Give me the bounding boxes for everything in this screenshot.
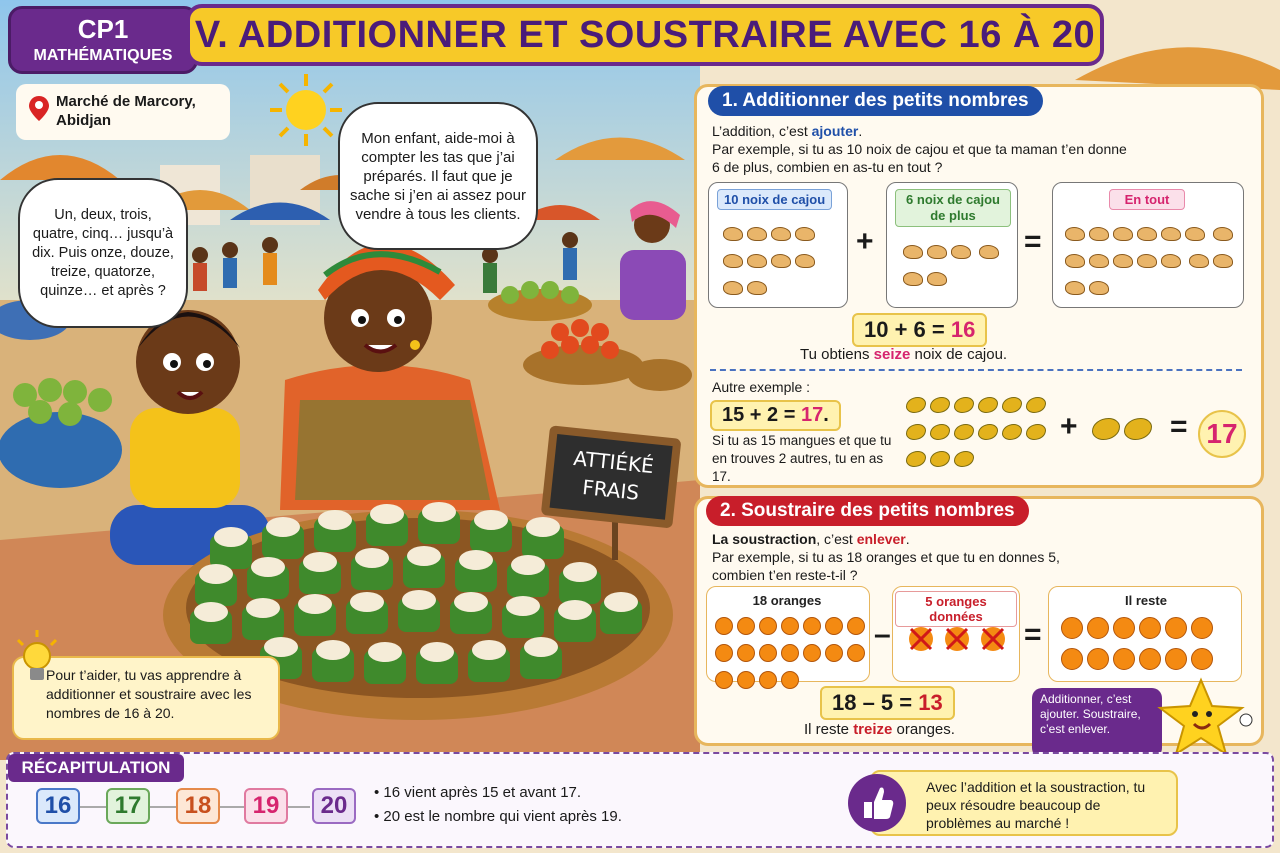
cashew-icon (1189, 254, 1209, 268)
number-chip-16: 16 (36, 788, 80, 824)
orange-group-13 (1059, 615, 1239, 677)
section-divider (710, 369, 1242, 371)
subtraction-section-title: 2. Soustraire des petits nombres (706, 496, 1029, 526)
recap-title: RÉCAPITULATION (8, 754, 184, 782)
mango-icon (930, 397, 950, 413)
oranges-box-18-label: 18 oranges (737, 591, 837, 610)
attieke-sign (553, 436, 672, 519)
cashew-icon (723, 227, 743, 241)
mango-icon (906, 424, 926, 440)
cashew-group-16 (1063, 223, 1239, 304)
oranges-given-label: 5 oranges données (895, 591, 1017, 627)
cashew-box-10-label: 10 noix de cajou (717, 189, 832, 210)
addition-example-text: Par exemple, si tu as 10 noix de cajou et que ta maman t’en donne 6 de plus, combien en as-tu en tout ? (712, 141, 1127, 175)
orange-icon (1139, 617, 1161, 639)
subtraction-intro-suffix: . (905, 531, 910, 547)
orange-icon (1061, 648, 1083, 670)
recap-fact-1: • 16 vient après 15 et avant 17. (374, 784, 582, 801)
orange-icon (1165, 648, 1187, 670)
cashew-icon (1089, 254, 1109, 268)
mango-icon (1002, 397, 1022, 413)
orange-icon (1191, 617, 1213, 639)
subtraction-intro (712, 530, 910, 548)
lightbulb-icon (14, 628, 60, 690)
addition-intro (712, 122, 1252, 140)
mango-icon (978, 424, 998, 440)
mango-icon (954, 424, 974, 440)
orange-icon (847, 644, 865, 662)
number-chip-18: 18 (176, 788, 220, 824)
mango-icon (954, 451, 974, 467)
orange-icon (1087, 617, 1109, 639)
cashew-icon (903, 245, 923, 259)
mango-icon (906, 397, 926, 413)
orange-icon (1087, 648, 1109, 670)
cashew-icon (795, 254, 815, 268)
cashew-icon (795, 227, 815, 241)
orange-icon (759, 617, 777, 635)
number-chip-20: 20 (312, 788, 356, 824)
cashew-box-total (1052, 182, 1244, 308)
subtraction-equation-left: 18 – 5 = (832, 690, 919, 715)
orange-icon (715, 644, 733, 662)
tip-text: Pour t’aider, tu vas apprendre à additionner et soustraire avec les nombres de 16 à 20. (46, 667, 252, 721)
recap-fact-2: • 20 est le nombre qui vient après 19. (374, 808, 622, 825)
cashew-icon (1065, 281, 1085, 295)
cashew-box-6-label: 6 noix de cajou de plus (895, 189, 1011, 227)
orange-icon (1139, 648, 1161, 670)
cashew-box-6 (886, 182, 1018, 308)
recap-note: Avec l’addition et la soustraction, tu peux résoudre beaucoup de problèmes au marché ! (870, 770, 1178, 836)
cashew-icon (747, 227, 767, 241)
grade-level: CP1 (77, 14, 129, 44)
addition-section-title: 1. Additionner des petits nombres (708, 86, 1043, 116)
plus-sign: + (856, 225, 874, 258)
cashew-icon (747, 281, 767, 295)
equals-sign: = (1024, 225, 1042, 258)
cashew-icon (771, 227, 791, 241)
location-pin-icon (28, 94, 50, 122)
location-card (16, 84, 230, 140)
page-title: V. ADDITIONNER ET SOUSTRAIRE AVEC 16 À 20 (186, 4, 1104, 66)
addition-equation-result: 16 (950, 317, 976, 342)
cashew-total-label: En tout (1109, 189, 1185, 210)
subtraction-keyword-2: enlever (856, 531, 906, 547)
orange-icon (1165, 617, 1187, 639)
mango-icon (1002, 424, 1022, 440)
mother-speech-bubble: Mon enfant, aide-moi à compter les tas que j’ai préparés. Il faut que je sache si j’en ai assez pour vendre à tous les clients. (338, 102, 538, 250)
addition-equation (852, 313, 987, 347)
addition-intro-suffix: . (858, 123, 863, 139)
cashew-icon (1213, 254, 1233, 268)
mango-icon (906, 451, 926, 467)
cashew-icon (1065, 254, 1085, 268)
child-speech-bubble: Un, deux, trois, quatre, cinq… jusqu’à dix. Puis onze, douze, treize, quatorze, quinze… et après ? (18, 178, 188, 328)
oranges-remaining-box (1048, 586, 1242, 682)
oranges-box-18 (706, 586, 870, 682)
orange-icon (1113, 617, 1135, 639)
mango-group-15 (904, 394, 1054, 475)
subtraction-result-prefix: Il reste (804, 721, 854, 738)
cashew-icon (1113, 254, 1133, 268)
oranges-given-box (892, 586, 1020, 682)
orange-icon (781, 644, 799, 662)
subtraction-result-keyword: treize (853, 721, 893, 738)
grade-badge (8, 6, 198, 74)
mango-icon (1092, 418, 1120, 440)
orange-icon (715, 617, 733, 635)
orange-icon (737, 644, 755, 662)
orange-icon (781, 671, 799, 689)
mango-icon (930, 424, 950, 440)
oranges-remaining-label: Il reste (1109, 591, 1183, 610)
mango-icon (1026, 424, 1046, 440)
mango-icon (954, 397, 974, 413)
mango-icon (1026, 397, 1046, 413)
cashew-icon (723, 281, 743, 295)
location-line-2: Abidjan (56, 112, 111, 129)
orange-icon (759, 671, 777, 689)
orange-icon (825, 617, 843, 635)
subtraction-result-suffix: oranges. (892, 721, 955, 738)
subtraction-equation (820, 686, 955, 720)
cashew-group-6 (901, 241, 1005, 295)
mango-icon (1124, 418, 1152, 440)
mango-icon (978, 397, 998, 413)
location-line-1: Marché de Marcory, (56, 93, 196, 110)
cashew-icon (747, 254, 767, 268)
orange-icon (1113, 648, 1135, 670)
addition-result-prefix: Tu obtiens (800, 346, 874, 363)
orange-icon (737, 617, 755, 635)
orange-icon (803, 644, 821, 662)
mango-result-circle: 17 (1198, 410, 1246, 458)
star-note: Additionner, c’est ajouter. Soustraire, c’est enlever. (1032, 688, 1162, 758)
plus-sign-mango: + (1060, 410, 1078, 443)
orange-icon (847, 617, 865, 635)
orange-icon (781, 617, 799, 635)
addition-result-keyword: seize (873, 346, 911, 363)
addition-intro-prefix: L’addition, c’est (712, 123, 812, 139)
cashew-icon (771, 254, 791, 268)
sign-line-1: ATTIÉKÉ (572, 445, 655, 479)
sun-icon (268, 72, 344, 148)
equals-sign-mango: = (1170, 410, 1188, 443)
cashew-icon (1161, 227, 1181, 241)
cashew-icon (1137, 227, 1157, 241)
cashew-icon (1213, 227, 1233, 241)
mango-equation (710, 400, 841, 431)
orange-icon (715, 671, 733, 689)
thumbs-up-icon (846, 772, 908, 834)
minus-sign: – (874, 618, 891, 651)
subtraction-equation-result: 13 (918, 690, 943, 715)
mango-equation-result: 17 (800, 404, 824, 426)
cashew-group-10 (721, 223, 841, 304)
subtraction-result-sentence (804, 721, 955, 739)
orange-icon (737, 671, 755, 689)
mango-equation-left: 15 + 2 = (722, 404, 801, 426)
subtraction-keyword-1: La soustraction (712, 531, 817, 547)
subtraction-intro-mid: , c’est (816, 531, 857, 547)
orange-icon (803, 617, 821, 635)
number-chip-17: 17 (106, 788, 150, 824)
number-chip-19: 19 (244, 788, 288, 824)
cashew-icon (1185, 227, 1205, 241)
mango-equation-dot: . (823, 404, 829, 426)
cashew-icon (1065, 227, 1085, 241)
orange-icon (759, 644, 777, 662)
cashew-icon (723, 254, 743, 268)
cashew-icon (1089, 227, 1109, 241)
crossed-oranges (907, 623, 1007, 655)
orange-icon (1061, 617, 1083, 639)
orange-group-18 (713, 615, 869, 696)
addition-result-sentence (800, 346, 1007, 364)
cashew-icon (951, 245, 971, 259)
subject-label: MATHÉMATIQUES (33, 47, 173, 64)
mango-group-2 (1090, 415, 1160, 448)
cashew-icon (903, 272, 923, 286)
star-mascot-icon (1156, 676, 1256, 756)
mango-example-text: Si tu as 15 mangues et que tu en trouves 2 autres, tu en as 17. (712, 433, 892, 484)
equals-sign-oranges: = (1024, 618, 1042, 651)
cashew-icon (1089, 281, 1109, 295)
orange-icon (825, 644, 843, 662)
subtraction-example-text: Par exemple, si tu as 18 oranges et que tu en donnes 5, combien t’en reste-t-il ? (712, 549, 1060, 583)
addition-equation-left: 10 + 6 = (864, 317, 951, 342)
cashew-icon (927, 272, 947, 286)
cashew-box-10 (708, 182, 848, 308)
addition-keyword: ajouter (811, 123, 859, 139)
orange-icon (1191, 648, 1213, 670)
addition-result-suffix: noix de cajou. (910, 346, 1008, 363)
cashew-icon (927, 245, 947, 259)
cashew-icon (1137, 254, 1157, 268)
cashew-icon (979, 245, 999, 259)
mango-icon (930, 451, 950, 467)
cashew-icon (1113, 227, 1133, 241)
sign-line-2: FRAIS (581, 475, 641, 505)
cashew-icon (1161, 254, 1181, 268)
other-example-title: Autre exemple : (712, 379, 811, 395)
